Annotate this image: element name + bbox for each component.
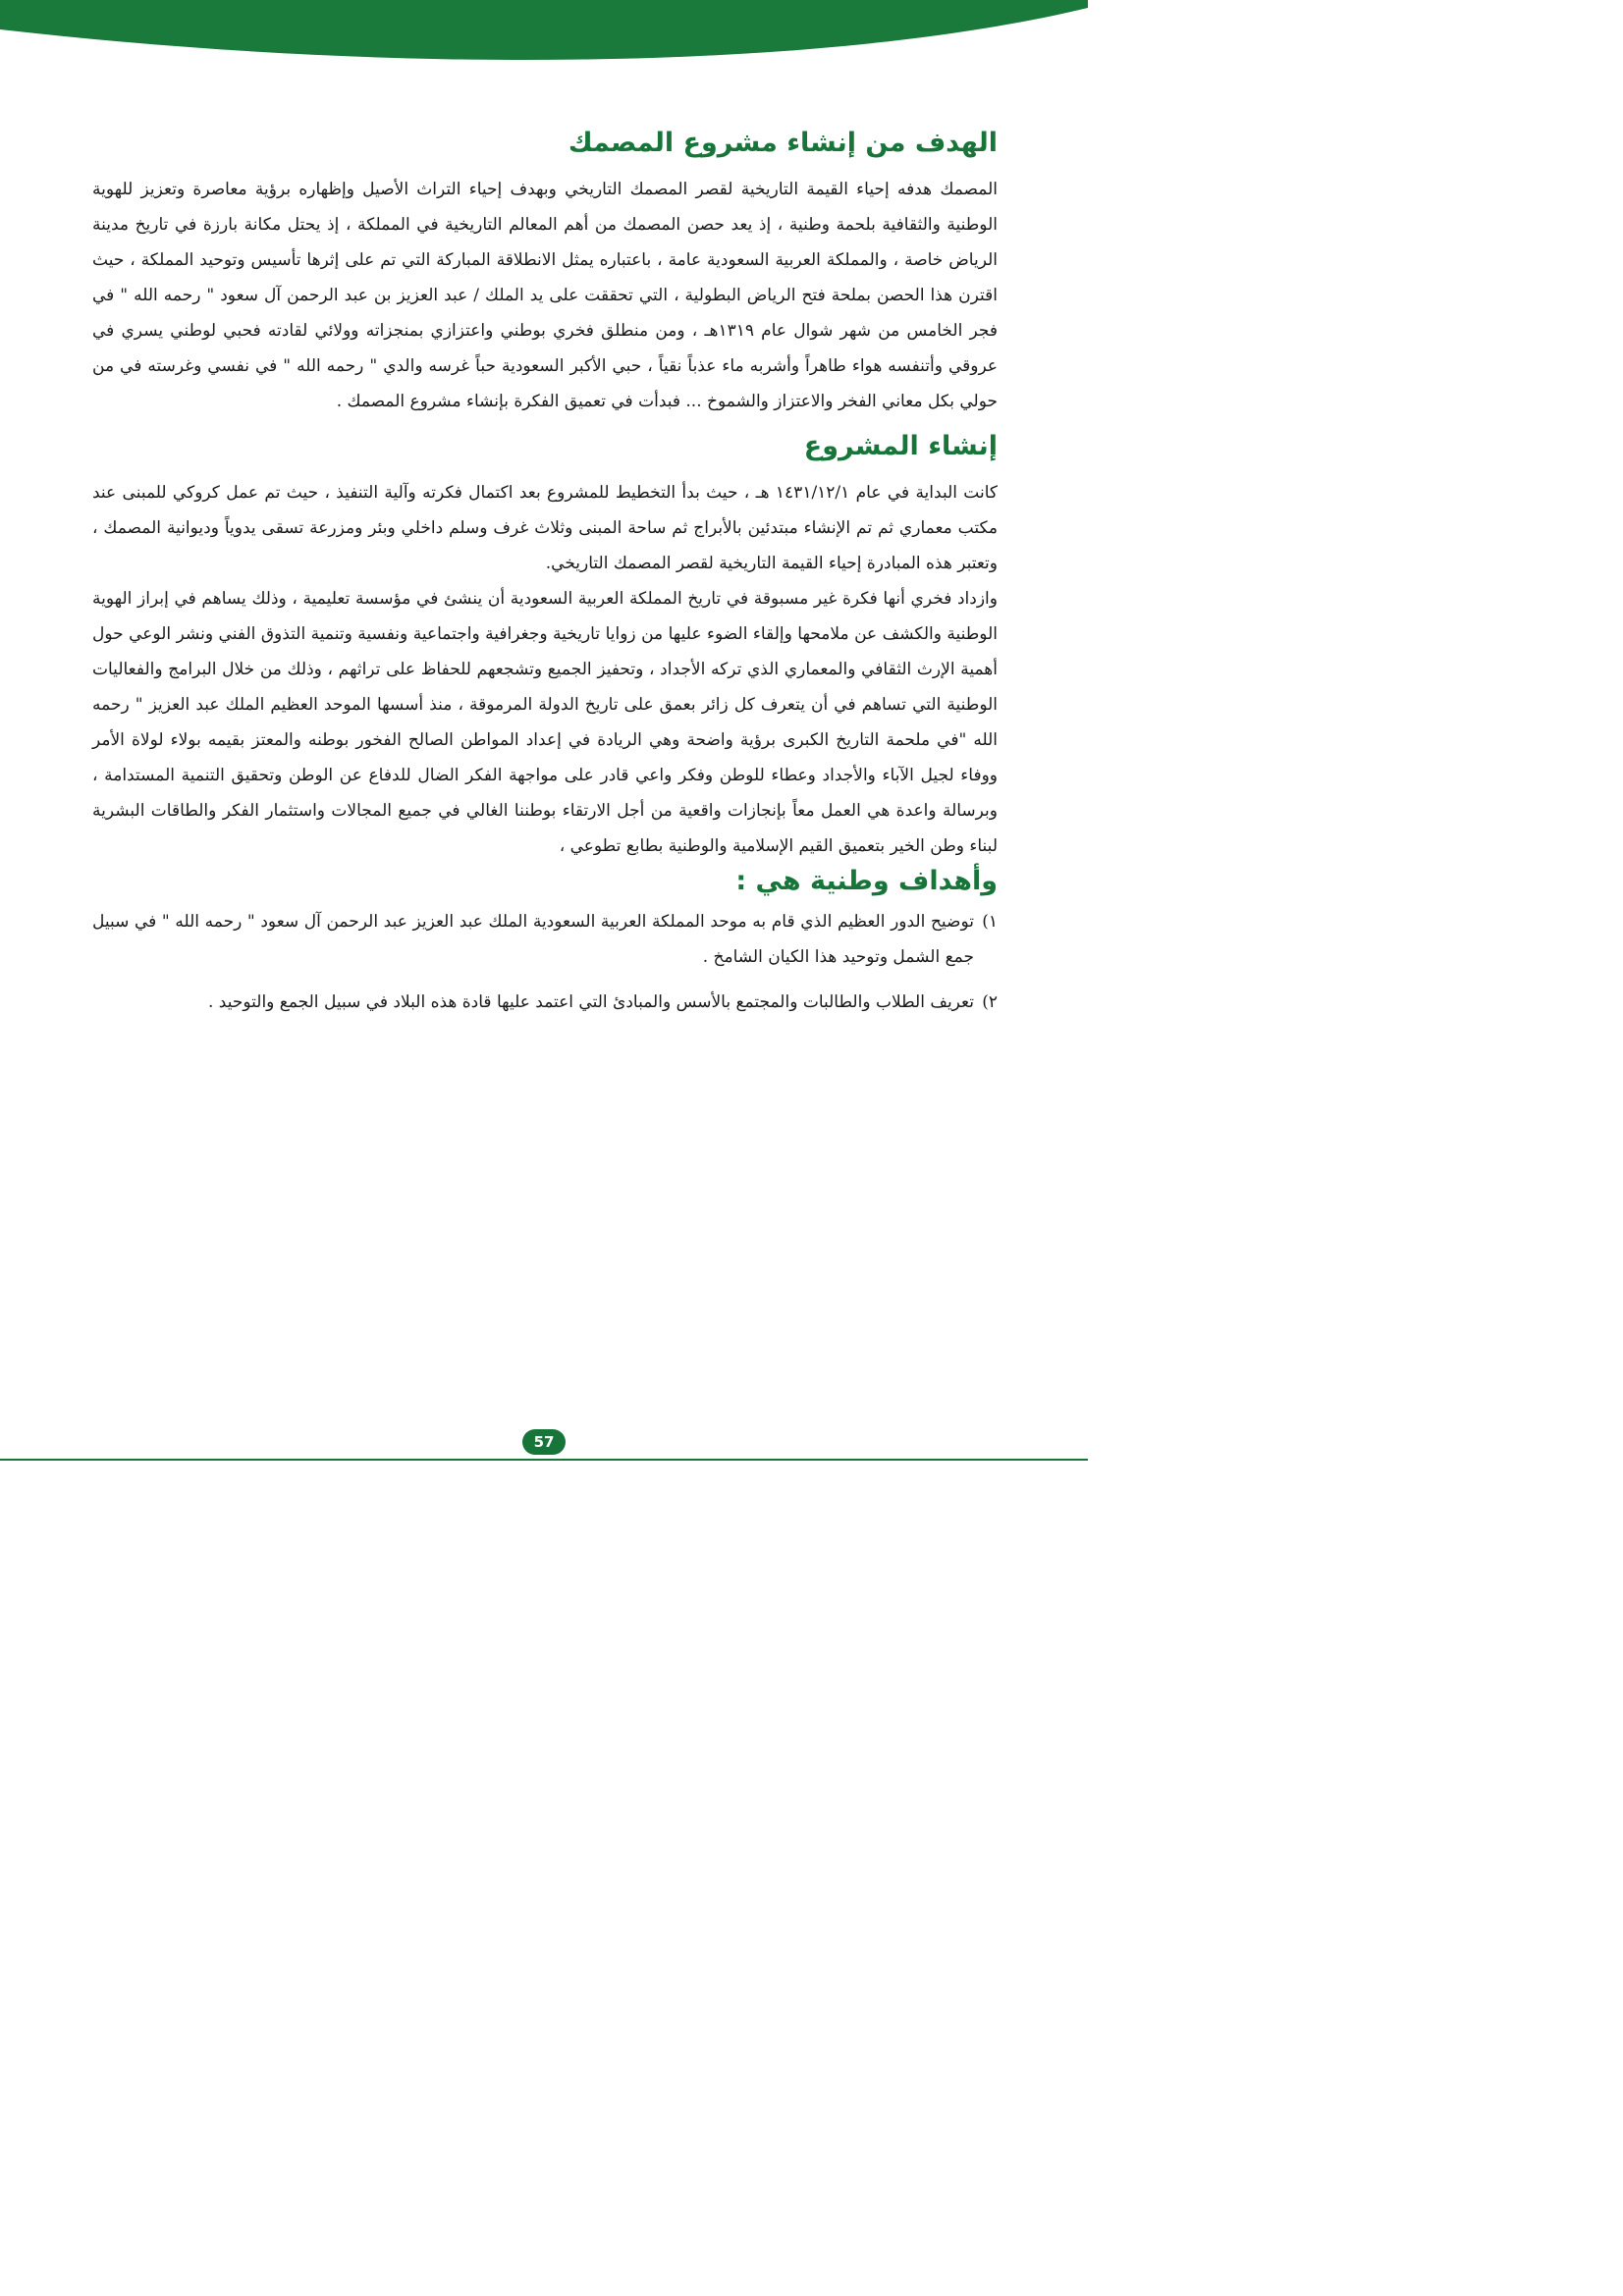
document-body xyxy=(92,126,998,1020)
list-item-number: ١) xyxy=(982,912,998,933)
top-green-band xyxy=(0,0,1088,88)
paragraph-project-significance: وازداد فخري أنها فكرة غير مسبوقة في تاريخ المملكة العربية السعودية أن ينشئ في مؤسسة تعليمية ، وذلك يساهم في إبراز الهوية الوطنية والكشف عن ملامحها وإلقاء الضوء عليها من زوايا تاريخية وجغرافية واجتماعية ونفسية وتنمية التذوق الفني ونشر الوعي حول أهمية الإرث الثقافي والمعماري الذي تركه الأجداد ، وتحفيز الجميع وتشجعهم للحفاظ على تراثهم ، وذلك من خلال البرامج والفعاليات الوطنية التي تساهم في أن يتعرف كل زائر بعمق على تاريخ الدولة المرموقة ، منذ أسسها الموحد العظيم الملك عبد العزيز " رحمه الله "في ملحمة التاريخ الكبرى برؤية واضحة وهي الريادة في إعداد المواطن الصالح الفخور بوطنه والمعتز بقيمه بولاء لولاة الأمر ووفاء لجيل الآباء والأجداد وعطاء للوطن وفكر واعي قادر على مواجهة الفكر الضال للدفاع عن الوطن وتحقيق التنمية المستدامة ، وبرسالة واعدة هي العمل معاً بإنجازات واقعية من أجل الارتقاء بوطننا الغالي في جميع المجالات واستثمار الفكر والطاقات البشرية لبناء وطن الخير بتعميق القيم الإسلامية والوطنية بطابع تطوعي ، xyxy=(92,589,998,857)
list-item-text: تعريف الطلاب والطالبات والمجتمع بالأسس والمبادئ التي اعتمد عليها قادة هذه البلاد في سبيل الجمع والتوحيد . xyxy=(207,992,974,1013)
list-item xyxy=(92,985,998,1020)
heading-national-goals: وأهداف وطنية هي : xyxy=(735,866,998,897)
heading-project-goal: الهدف من إنشاء مشروع المصمك xyxy=(568,128,998,158)
list-item-number: ٢) xyxy=(982,992,998,1013)
page-number-badge: 57 xyxy=(522,1429,566,1455)
list-item xyxy=(92,904,998,975)
list-item-text: توضيح الدور العظيم الذي قام به موحد المملكة العربية السعودية الملك عبد العزيز عبد الرحمن آل سعود " رحمه الله " في سبيل جمع الشمل وتوحيد هذا الكيان الشامخ . xyxy=(92,912,974,968)
heading-project-creation: إنشاء المشروع xyxy=(803,431,998,462)
paragraph-project-goal: المصمك هدفه إحياء القيمة التاريخية لقصر المصمك التاريخي وبهدف إحياء التراث الأصيل وإظهاره برؤية معاصرة وتعزيز للهوية الوطنية والثقافية بلحمة وطنية ، إذ يعد حصن المصمك من أهم المعالم التاريخية في المملكة ، إذ يحتل مكانة بارزة في تاريخ مدينة الرياض خاصة ، والمملكة العربية السعودية عامة ، باعتباره يمثل الانطلاقة المباركة التي تم على إثرها تأسيس وتوحيد المملكة ، حيث اقترن هذا الحصن بملحة فتح الرياض البطولية ، التي تحققت على يد الملك / عبد العزيز بن عبد الرحمن آل سعود " رحمه الله " في فجر الخامس من شهر شوال عام ١٣١٩هـ ، ومن منطلق فخري بوطني واعتزازي بمنجزاته وولائي لقادته فحبي لوطني يسري في عروقي وأتنفسه هواء طاهراً وأشربه ماء عذباً نقياً ، حبي الأكبر السعودية حباً غرسه والدي " رحمه الله " في نفسي وغرسته في من حولي بكل معاني الفخر والاعتزاز والشموخ ... فبدأت في تعميق الفكرة بإنشاء مشروع المصمك . xyxy=(92,180,998,412)
footer-divider xyxy=(0,1459,1088,1461)
paragraph-project-start: كانت البداية في عام ١٤٣١/١٢/١ هـ ، حيث بدأ التخطيط للمشروع بعد اكتمال فكرته وآلية التنفيذ ، حيث تم عمل كروكي للمبنى عند مكتب معماري ثم تم الإنشاء مبتدئين بالأبراج ثم ساحة المبنى وثلاث غرف وسلم داخلي وبئر ومزرعة تسقى يدوياً وديوانية المصمك ، وتعتبر هذه المبادرة إحياء القيمة التاريخية لقصر المصمك التاريخي. xyxy=(92,483,999,574)
